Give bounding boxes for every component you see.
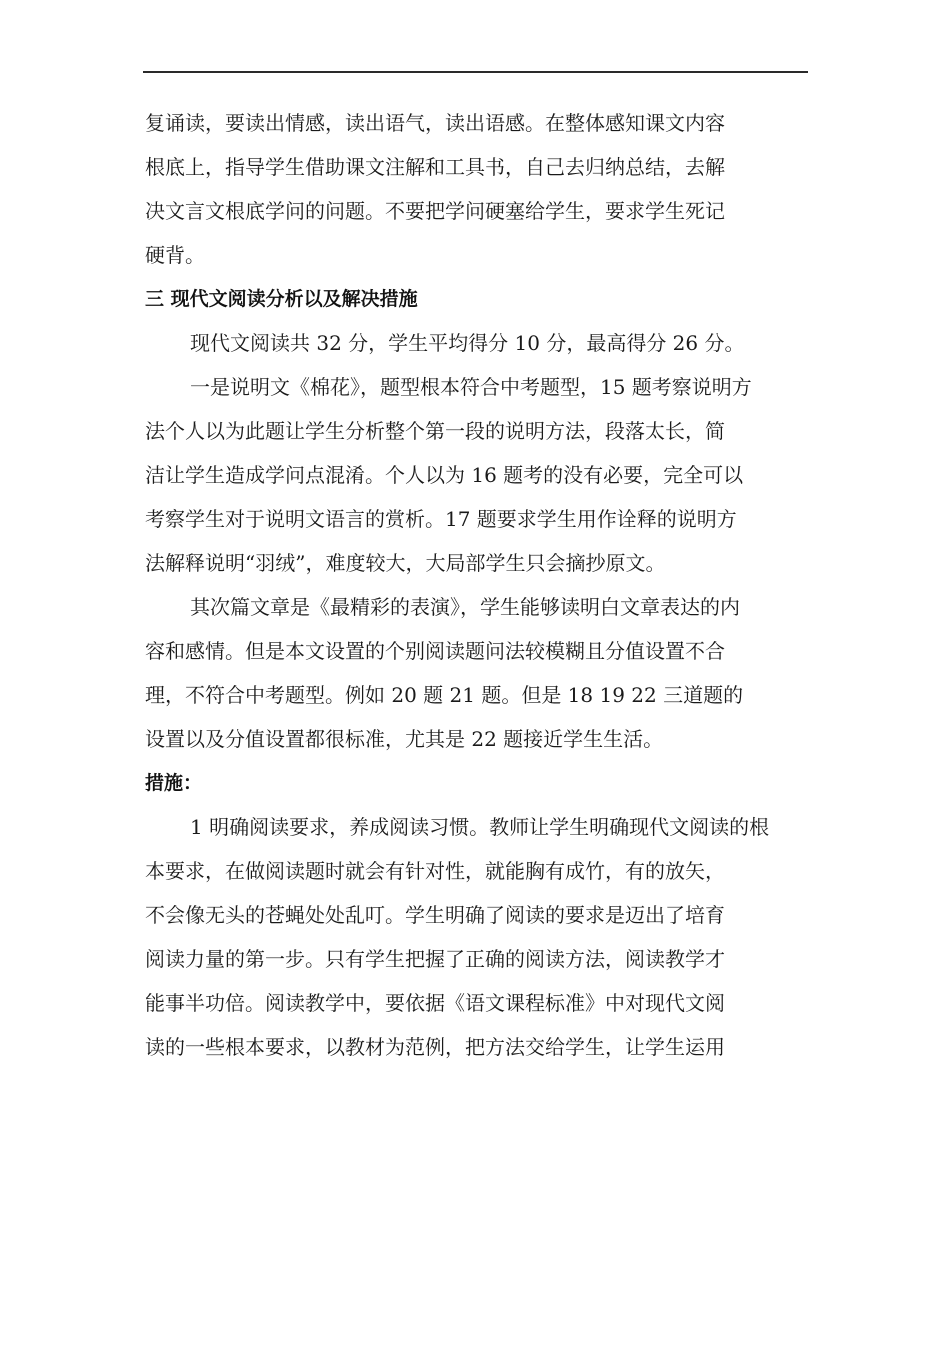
text-line: 复诵读，要读出情感，读出语气，读出语感。在整体感知课文内容	[145, 111, 725, 135]
text-line: 理，不符合中考题型。例如 20 题 21 题。但是 18 19 22 三道题的	[145, 683, 744, 707]
text-line: 现代文阅读共 32 分，学生平均得分 10 分，最高得分 26 分。	[190, 331, 745, 355]
text-line: 设置以及分值设置都很标准，尤其是 22 题接近学生生活。	[145, 727, 664, 751]
text-line: 容和感情。但是本文设置的个别阅读题问法较模糊且分值设置不合	[145, 639, 725, 663]
measures-heading: 措施：	[145, 772, 203, 794]
text-line: 读的一些根本要求，以教材为范例，把方法交给学生，让学生运用	[145, 1035, 725, 1059]
text-line: 能事半功倍。阅读教学中，要依据《语文课程标准》中对现代文阅	[145, 991, 725, 1015]
text-line: 法个人以为此题让学生分析整个第一段的说明方法，段落太长，简	[145, 419, 725, 443]
text-line: 不会像无头的苍蝇处处乱叮。学生明确了阅读的要求是迈出了培育	[145, 903, 725, 927]
text-line: 根底上，指导学生借助课文注解和工具书，自己去归纳总结，去解	[145, 155, 725, 179]
header-rule	[143, 71, 808, 73]
text-line: 本要求，在做阅读题时就会有针对性，就能胸有成竹，有的放矢，	[145, 859, 725, 883]
text-line: 阅读力量的第一步。只有学生把握了正确的阅读方法，阅读教学才	[145, 947, 725, 971]
text-line: 一是说明文《棉花》，题型根本符合中考题型，15 题考察说明方	[190, 375, 752, 399]
text-line: 硬背。	[145, 243, 205, 267]
section-heading: 三 现代文阅读分析以及解决措施	[145, 288, 418, 310]
text-line: 其次篇文章是《最精彩的表演》，学生能够读明白文章表达的内	[190, 595, 740, 619]
text-line: 决文言文根底学问的问题。不要把学问硬塞给学生，要求学生死记	[145, 199, 725, 223]
text-line: 法解释说明“羽绒”，难度较大，大局部学生只会摘抄原文。	[145, 551, 666, 575]
text-line: 1 明确阅读要求，养成阅读习惯。教师让学生明确现代文阅读的根	[190, 815, 770, 839]
text-line: 洁让学生造成学问点混淆。个人以为 16 题考的没有必要，完全可以	[145, 463, 744, 487]
text-line: 考察学生对于说明文语言的赏析。17 题要求学生用作诠释的说明方	[145, 507, 737, 531]
body-text	[145, 101, 825, 1069]
